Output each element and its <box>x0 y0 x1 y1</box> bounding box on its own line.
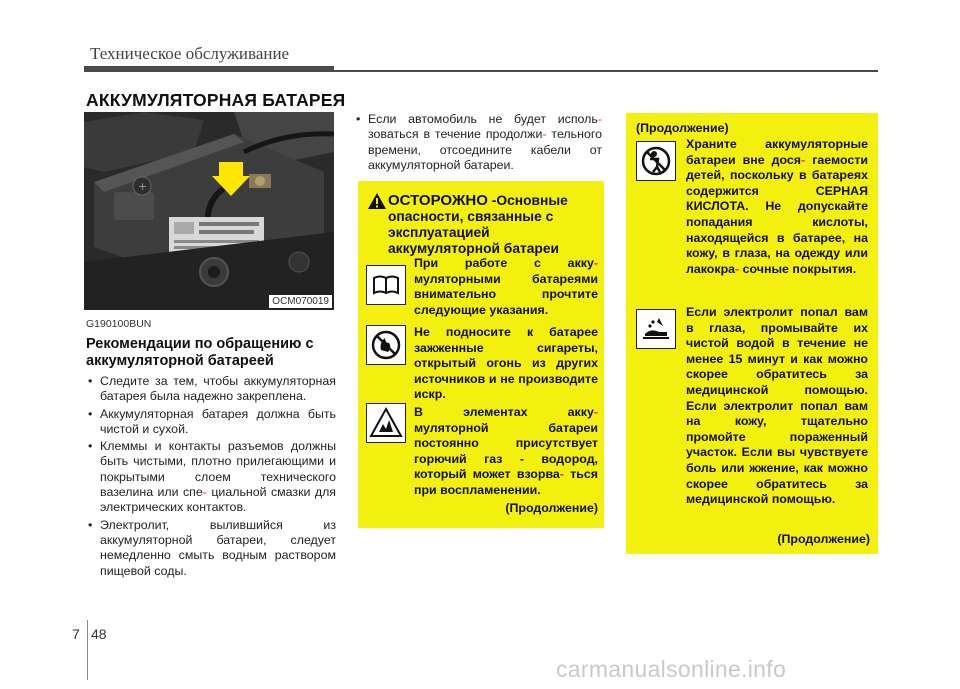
continued-label: (Продолжение) <box>505 501 598 515</box>
page-separator <box>87 620 88 680</box>
keep-away-children-icon <box>636 141 676 181</box>
list-item: • Следите за тем, чтобы аккумуляторная батарея была надежно закреплена. <box>86 374 336 405</box>
no-fire-icon <box>366 325 406 365</box>
explosive-icon <box>366 403 406 443</box>
running-title: Техническое обслуживание <box>90 44 290 63</box>
warning-item-text: Храните аккумуляторные батареи вне дося- гаемости детей, поскольку в батареях содержится СЕРНАЯ КИСЛОТА. Не допускайте попадания кислоты, находящейся в батарее, на кожу, в глаза, на одежду или лакокра- сочные покрытия. <box>686 137 868 276</box>
doc-id: G190100BUN <box>86 318 152 330</box>
warning-item-text: Не подносите к батарее зажженные сигареты, открытый огонь из других источников и не производите искр. <box>414 325 598 402</box>
acid-burn-icon <box>636 309 676 349</box>
list-item: • Аккумуляторная батарея должна быть чистой и сухой. <box>86 407 336 438</box>
svg-text:+: + <box>138 180 148 193</box>
warning-box-continued <box>626 113 878 554</box>
header-rule <box>334 70 878 72</box>
warning-item-text: При работе с акку- муляторными батареями внимательно прочтите следующие указания. <box>414 256 598 317</box>
figure-code: OCM070019 <box>269 295 332 308</box>
battery-illustration <box>84 112 334 310</box>
header-bar <box>84 66 334 72</box>
warning-box-caution <box>358 181 604 528</box>
middle-column <box>354 112 602 175</box>
page-number: 48 <box>91 626 107 642</box>
warning-triangle-icon <box>368 193 386 209</box>
manual-book-icon <box>366 265 406 305</box>
continued-header: (Продолжение) <box>636 121 729 135</box>
chapter-number: 7 <box>72 626 80 642</box>
continued-label: (Продолжение) <box>777 532 870 546</box>
subheading: Рекомендации по обращению с аккумуляторной батареей <box>86 336 314 369</box>
list-item: • Электролит, вылившийся из аккумуляторной батареи, следует немедленно смыть водным раствором пищевой соды. <box>86 518 336 579</box>
warning-title: ОСТОРОЖНО -Основные опасности, связанные с эксплуатацией аккумуляторной батареи <box>388 192 568 256</box>
left-column <box>86 318 336 581</box>
section-title: АККУМУЛЯТОРНАЯ БАТАРЕЯ <box>86 90 346 110</box>
list-item: • Если автомобиль не будет исполь- зоваться в течение продолжи- тельного времени, отсоедините кабели от аккумуляторной батареи. <box>354 112 602 173</box>
list-item: • Клеммы и контакты разъемов должны быть чистыми, плотно прилегающими и покрытыми слоем технического вазелина или спе- циальной смазки для электрических контактов. <box>86 439 336 515</box>
care-list <box>86 374 336 579</box>
watermark: carmanualsonline.info <box>556 656 787 682</box>
warning-item-text: Если электролит попал вам в глаза, промывайте их чистой водой в течение не менее 15 минут и как можно скорее обратитесь за медицинской помощью. Если электролит попал вам на кожу, тщательно промойте пораженный участок. Если вы чувствуете боль или жжение, как можно скорее обратитесь за медицинской помощью. <box>686 305 868 507</box>
battery-photo <box>84 112 334 310</box>
warning-item-text: В элементах акку- муляторной батареи постоянно присутствует горючий газ - водород, который может взорва- ться при воспламенении. <box>414 405 598 497</box>
